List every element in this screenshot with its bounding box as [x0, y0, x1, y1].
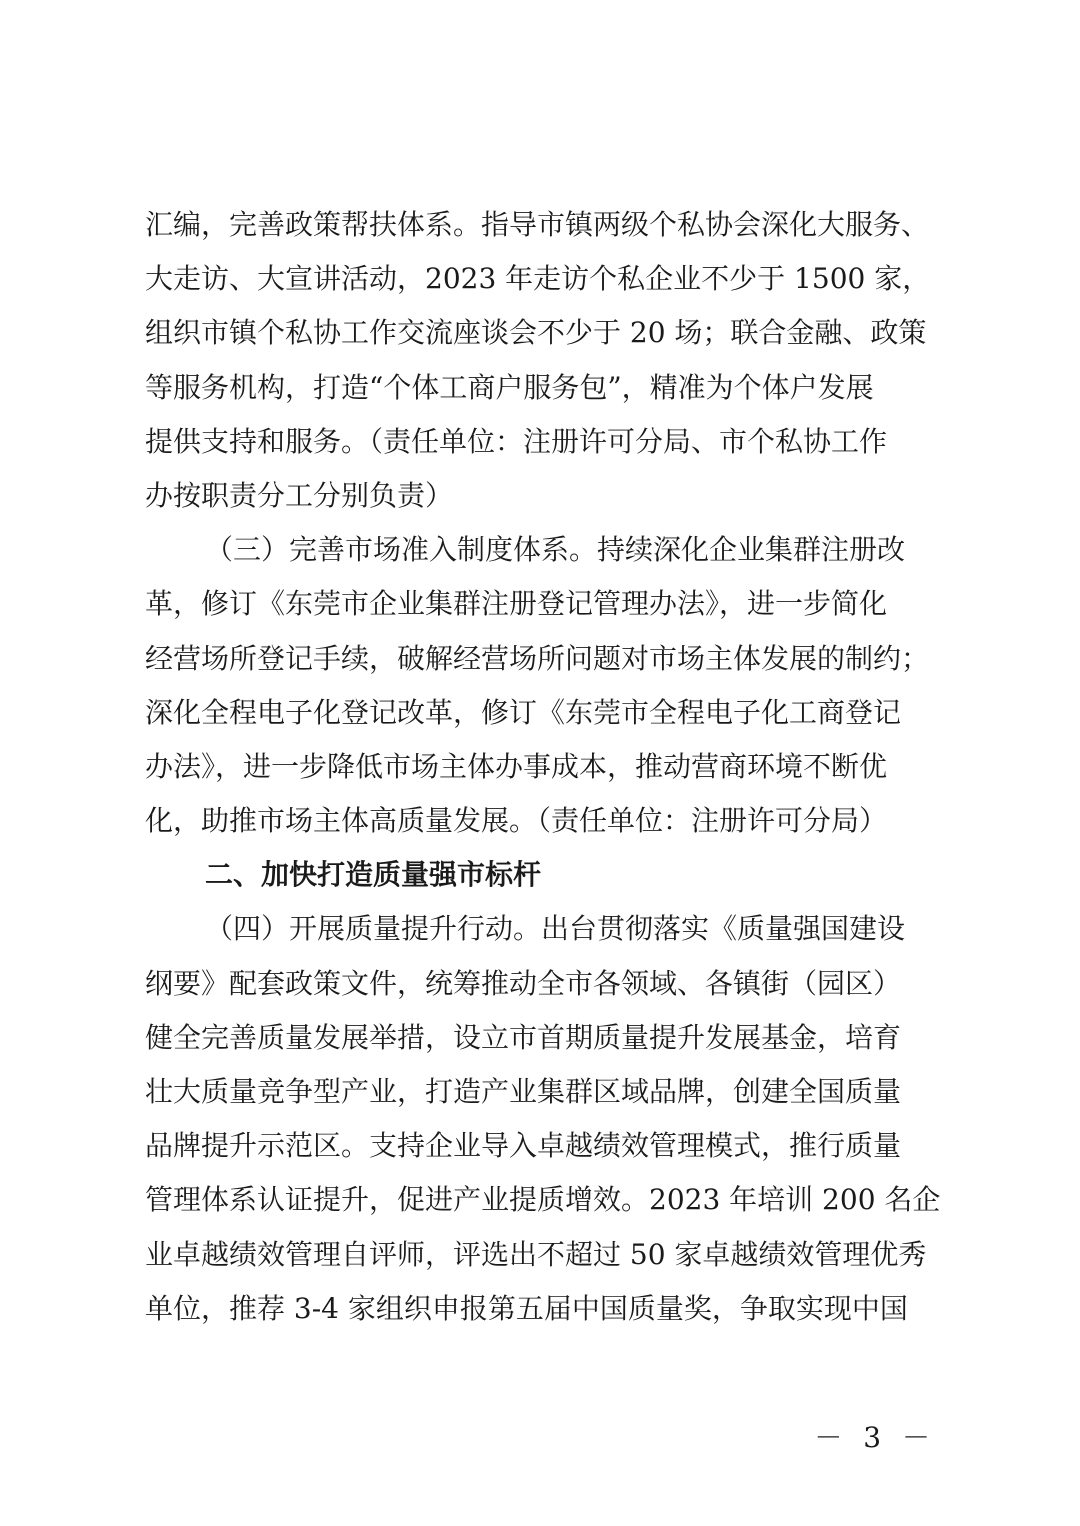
text-line: 健全完善质量发展举措，设立市首期质量提升发展基金，培育: [145, 1020, 902, 1054]
text-line: （四）开展质量提升行动。出台贯彻落实《质量强国建设: [205, 912, 906, 946]
text-line: 组织市镇个私协工作交流座谈会不少于 20 场；联合金融、政策: [145, 316, 927, 350]
text-line: 壮大质量竞争型产业，打造产业集群区域品牌，创建全国质量: [145, 1075, 902, 1108]
text-line: 纲要》配套政策文件，统筹推动全市各领域、各镇街（园区）: [145, 966, 902, 1000]
page-number: － 3 －: [814, 1421, 936, 1454]
text-line: 经营场所登记手续，破解经营场所问题对市场主体发展的制约；: [145, 641, 930, 675]
text-line: 品牌提升示范区。支持企业导入卓越绩效管理模式，推行质量: [145, 1129, 902, 1163]
text-line: 办法》，进一步降低市场主体办事成本，推动营商环境不断优: [145, 749, 888, 783]
body-text: [145, 198, 941, 1336]
section-heading: 二、加快打造质量强市标杆: [205, 858, 542, 892]
text-line: 办按职责分工分别负责）: [145, 478, 454, 512]
text-line: 提供支持和服务。（责任单位：注册许可分局、市个私协工作: [145, 424, 888, 458]
text-line: 等服务机构，打造“个体工商户服务包”，精准为个体户发展: [145, 370, 874, 404]
text-line: 汇编，完善政策帮扶体系。指导市镇两级个私协会深化大服务、: [145, 208, 930, 241]
text-line: 业卓越绩效管理自评师，评选出不超过 50 家卓越绩效管理优秀: [145, 1237, 927, 1271]
text-line: 单位，推荐 3-4 家组织申报第五届中国质量奖，争取实现中国: [145, 1291, 908, 1325]
text-line: 革，修订《东莞市企业集群注册登记管理办法》，进一步简化: [145, 587, 888, 621]
text-line: （三）完善市场准入制度体系。持续深化企业集群注册改: [205, 533, 906, 567]
text-line: 深化全程电子化登记改革，修订《东莞市全程电子化工商登记: [145, 695, 902, 729]
text-line: 化，助推市场主体高质量发展。（责任单位：注册许可分局）: [145, 804, 888, 838]
text-line: 大走访、大宣讲活动，2023 年走访个私企业不少于 1500 家，: [145, 262, 931, 296]
text-line: 管理体系认证提升，促进产业提质增效。2023 年培训 200 名企: [145, 1183, 941, 1217]
